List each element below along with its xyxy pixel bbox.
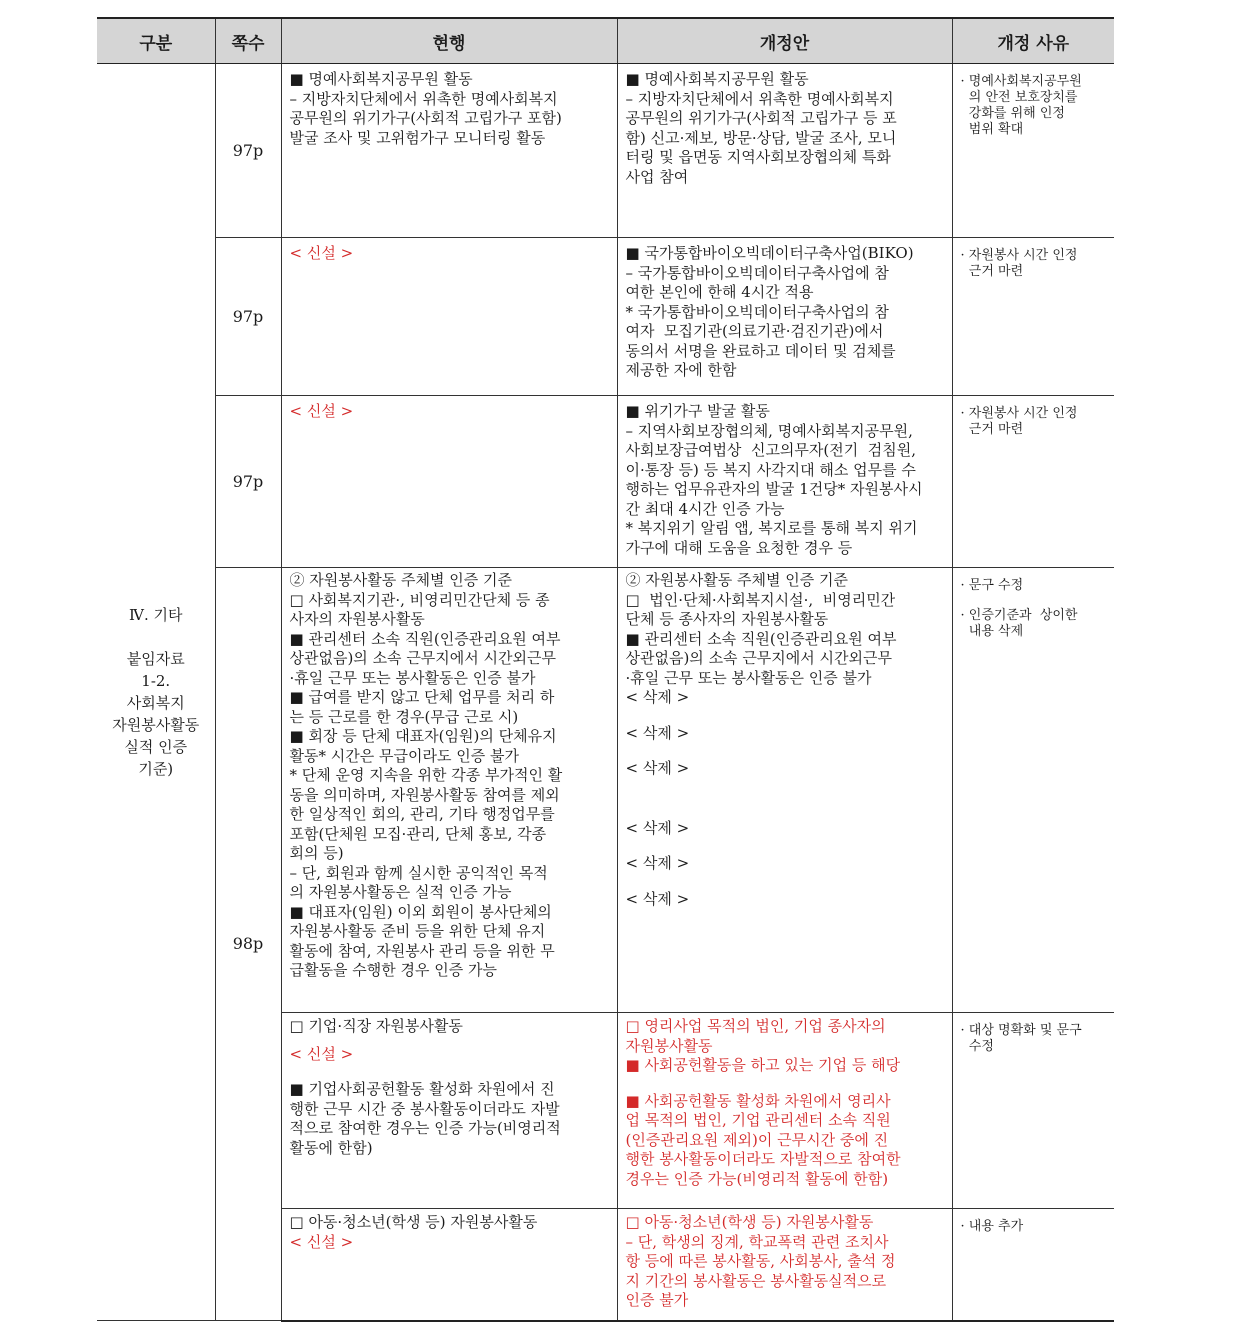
current-cell	[281, 1013, 617, 1209]
text-line: 의 자원봉사활동은 실적 인증 가능	[289, 883, 512, 901]
revised-cell	[617, 1013, 952, 1209]
text-line: 급활동을 수행한 경우 인증 가능	[289, 961, 497, 979]
text-line: 공무원의 위기가구(사회적 고립가구 등 포	[625, 109, 897, 127]
text-line: 동의서 서명을 완료하고 데이터 및 검체를	[625, 341, 896, 360]
text-line: □ 사회복지기관·, 비영리민간단체 등 종	[289, 590, 550, 609]
text-line: 활동에 한함)	[289, 1138, 373, 1157]
section-line: 1-2.	[141, 672, 171, 690]
text-line: 자원봉사활동 준비 등을 위한 단체 유지	[289, 922, 546, 940]
text-line: 항 등에 따른 봉사활동, 사회봉사, 출석 정	[625, 1252, 896, 1270]
text-line: 동을 의미하며, 자원봉사활동 참여를 제외	[289, 785, 560, 804]
text-line: □ 기업·직장 자원봉사활동	[289, 1017, 463, 1035]
text-line: ■ 사회공헌활동을 하고 있는 기업 등 해당	[625, 1056, 901, 1074]
text-line: – 국가통합바이오빅데이터구축사업에 참	[625, 263, 889, 282]
text-line: · 내용 추가	[960, 1219, 1024, 1234]
text-line: · 문구 수정	[960, 578, 1024, 593]
text-line: · 자원봉사 시간 인정	[960, 248, 1078, 263]
reason-cell	[952, 396, 1114, 568]
deleted-marker: < 삭제 >	[625, 818, 690, 837]
page-number: 97p	[215, 64, 281, 238]
text-line: 사자의 자원봉사활동	[289, 610, 425, 628]
current-cell	[281, 396, 617, 568]
text-line: 인증 불가	[625, 1291, 689, 1309]
text-line: 회의 등)	[289, 844, 344, 862]
text-line: 가구에 대해 도움을 요청한 경우 등	[625, 538, 853, 557]
text-line: 여자 모집기관(의료기관·검진기관)에서	[625, 322, 884, 340]
text-line: 활동에 참여, 자원봉사 관리 등을 위한 무	[289, 941, 555, 960]
text-line: 는 등 근로를 한 경우(무급 근로 시)	[289, 707, 519, 726]
reason-cell	[952, 238, 1114, 396]
text-line: 지 기간의 봉사활동은 봉사활동실적으로	[625, 1271, 887, 1290]
text-line: · 인증기준과 상이한	[960, 608, 1078, 623]
text-line: ·휴일 근무 또는 봉사활동은 인증 불가	[625, 668, 872, 687]
reason-cell	[952, 64, 1114, 238]
text-line: · 대상 명확화 및 문구	[960, 1023, 1082, 1038]
revised-cell	[617, 568, 952, 1013]
text-line: ■ 대표자(임원) 이외 회원이 봉사단체의	[289, 902, 552, 921]
revised-cell	[617, 238, 952, 396]
reason-cell	[952, 1013, 1114, 1209]
page-number: 97p	[215, 238, 281, 396]
text-line: 수정	[960, 1039, 994, 1054]
deleted-marker: < 삭제 >	[625, 688, 690, 706]
header-row	[97, 18, 1114, 64]
new-marker: < 신설 >	[289, 244, 354, 262]
text-line: ■ 명예사회복지공무원 활동	[625, 70, 809, 88]
revision-comparison-table	[97, 17, 1114, 1322]
revised-cell	[617, 64, 952, 238]
text-line: 적으로 참여한 경우는 인증 가능(비영리적	[289, 1119, 561, 1137]
text-line: 이·통장 등) 등 복지 사각지대 해소 업무를 수	[625, 460, 916, 479]
text-line: 내용 삭제	[960, 624, 1024, 639]
page-number: 98p	[215, 568, 281, 1321]
text-line: · 명예사회복지공무원	[960, 74, 1082, 89]
deleted-marker: < 삭제 >	[625, 759, 690, 777]
deleted-marker: < 삭제 >	[625, 889, 690, 908]
table-row	[97, 238, 1114, 396]
new-marker: < 신설 >	[289, 402, 354, 420]
text-line: 근거 마련	[960, 422, 1024, 437]
text-line: (인증관리요원 제외)이 근무시간 중에 진	[625, 1130, 889, 1149]
text-line: 한 일상적인 회의, 관리, 기타 행정업무를	[289, 805, 555, 823]
text-line: – 단, 회원과 함께 실시한 공익적인 목적	[289, 863, 548, 882]
page-number: 97p	[215, 396, 281, 568]
text-line: ■ 관리센터 소속 직원(인증관리요원 여부	[289, 629, 561, 648]
current-cell	[281, 238, 617, 396]
text-line: 활동* 시간은 무급이라도 인증 불가	[289, 746, 519, 765]
text-line: 행한 근무 시간 중 봉사활동이더라도 자발	[289, 1099, 560, 1118]
text-line: 범위 확대	[960, 122, 1024, 137]
text-line: 단체 등 종사자의 자원봉사활동	[625, 610, 829, 628]
header-page: 쪽수	[215, 18, 281, 64]
text-line: – 단, 학생의 징계, 학교폭력 관련 조치사	[625, 1232, 889, 1251]
new-marker: < 신설 >	[289, 1232, 354, 1251]
deleted-marker: < 삭제 >	[625, 723, 690, 742]
section-cell	[97, 64, 215, 1321]
text-line: 상관없음)의 소속 근무지에서 시간외근무	[625, 649, 892, 667]
text-line: 공무원의 위기가구(사회적 고립가구 포함)	[289, 109, 562, 127]
text-line: ■ 위기가구 발굴 활동	[625, 402, 770, 420]
text-line: ■ 명예사회복지공무원 활동	[289, 70, 473, 88]
text-line: * 복지위기 알림 앱, 복지로를 통해 복지 위기	[625, 519, 918, 537]
deleted-marker: < 삭제 >	[625, 854, 690, 872]
text-line: 자원봉사활동	[625, 1036, 713, 1055]
text-line: ·휴일 근무 또는 봉사활동은 인증 불가	[289, 668, 536, 687]
header-revised: 개정안	[617, 18, 952, 64]
current-cell	[281, 1209, 617, 1321]
reason-block	[961, 608, 1109, 640]
text-line: □ 아동·청소년(학생 등) 자원봉사활동	[625, 1213, 874, 1231]
reason-cell	[952, 1209, 1114, 1321]
section-title: Ⅳ. 기타	[128, 606, 183, 624]
text-line: 근거 마련	[960, 264, 1024, 279]
text-line: 의 안전 보호장치를	[960, 90, 1078, 105]
text-line: ■ 기업사회공헌활동 활성화 차원에서 진	[289, 1080, 555, 1098]
text-line: ■ 국가통합바이오빅데이터구축사업(BIKO)	[625, 244, 914, 262]
text-line: 발굴 조사 및 고위험가구 모니터링 활동	[289, 128, 546, 147]
section-line: 실적 인증	[124, 738, 188, 756]
text-line: 사회보장급여법상 신고의무자(전기 검침원,	[625, 441, 917, 459]
text-line: · 자원봉사 시간 인정	[960, 406, 1078, 421]
text-line: – 지방자치단체에서 위촉한 명예사회복지	[289, 89, 558, 108]
section-line: 자원봉사활동	[112, 716, 200, 734]
revised-cell	[617, 396, 952, 568]
text-line: 행한 봉사활동이더라도 자발적으로 참여한	[625, 1150, 901, 1168]
header-current: 현행	[281, 18, 617, 64]
section-line: 붙임자료	[126, 650, 185, 668]
current-cell	[281, 64, 617, 238]
text-line: * 단체 운영 지속을 위한 각종 부가적인 활	[289, 766, 563, 784]
text-line: 제공한 자에 한함	[625, 361, 737, 379]
text-line: □ 영리사업 목적의 법인, 기업 종사자의	[625, 1017, 886, 1035]
text-line: * 국가통합바이오빅데이터구축사업의 참	[625, 302, 889, 321]
text-line: 강화를 위해 인정	[960, 106, 1065, 121]
text-line: ■ 급여를 받지 않고 단체 업무를 처리 하	[289, 688, 555, 706]
reason-cell	[952, 568, 1114, 1013]
section-line: 기준)	[138, 760, 174, 778]
text-line: ■ 회장 등 단체 대표자(임원)의 단체유지	[289, 727, 557, 745]
text-line: 경우는 인증 가능(비영리적 활동에 한함)	[625, 1169, 889, 1188]
text-line: 간 최대 4시간 인증 가능	[625, 499, 785, 518]
new-marker: < 신설 >	[289, 1044, 354, 1063]
text-line: 여한 본인에 한해 4시간 적용	[625, 283, 814, 301]
text-line: – 지역사회보장협의체, 명예사회복지공무원,	[625, 421, 913, 440]
text-line: ■ 관리센터 소속 직원(인증관리요원 여부	[625, 629, 897, 648]
table-row	[97, 64, 1114, 238]
text-line: 터링 및 읍면동 지역사회보장협의체 특화	[625, 148, 891, 166]
text-line: ■ 사회공헌활동 활성화 차원에서 영리사	[625, 1091, 891, 1110]
header-category: 구분	[97, 18, 215, 64]
table-row	[97, 396, 1114, 568]
text-line: 함) 신고·제보, 방문·상담, 발굴 조사, 모니	[625, 128, 897, 147]
current-cell	[281, 568, 617, 1013]
text-line: □ 법인·단체·사회복지시설·, 비영리민간	[625, 590, 896, 609]
text-line: □ 아동·청소년(학생 등) 자원봉사활동	[289, 1213, 538, 1231]
text-line: – 지방자치단체에서 위촉한 명예사회복지	[625, 89, 894, 108]
text-line: 행하는 업무유관자의 발굴 1건당* 자원봉사시	[625, 480, 923, 498]
text-line: 상관없음)의 소속 근무지에서 시간외근무	[289, 649, 556, 667]
text-line: 사업 참여	[625, 167, 689, 186]
header-reason: 개정 사유	[952, 18, 1114, 64]
text-line: ② 자원봉사활동 주체별 인증 기준	[289, 571, 512, 589]
text-line: 업 목적의 법인, 기업 관리센터 소속 직원	[625, 1111, 891, 1129]
table-row	[97, 568, 1114, 1013]
section-line: 사회복지	[126, 694, 185, 712]
text-line: 포함(단체원 모집·관리, 단체 홍보, 각종	[289, 824, 547, 843]
revised-cell	[617, 1209, 952, 1321]
text-line: ② 자원봉사활동 주체별 인증 기준	[625, 571, 848, 589]
